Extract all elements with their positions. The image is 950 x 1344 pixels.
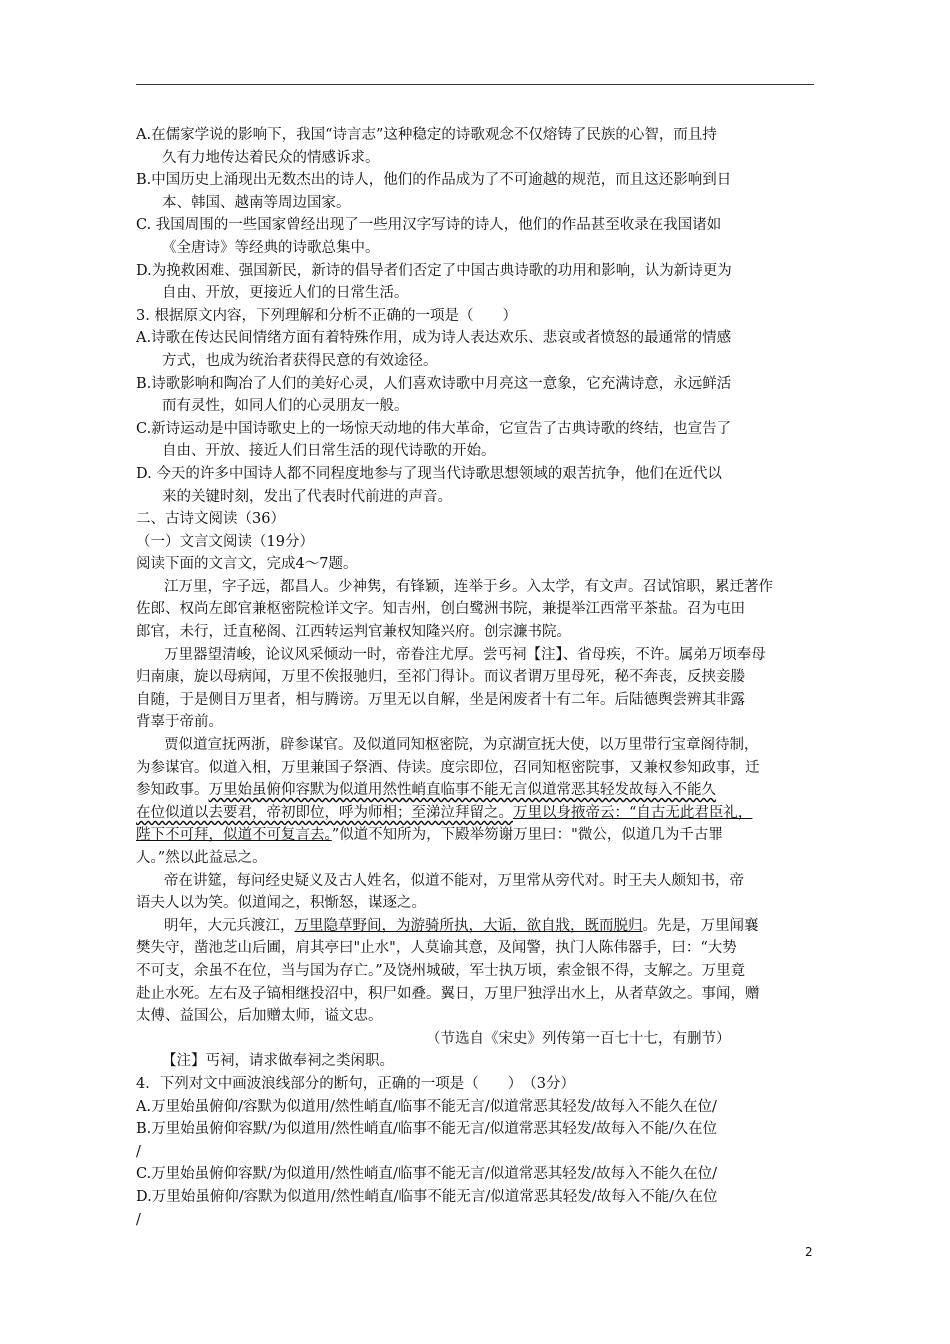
passage-p3-line — [136, 802, 816, 825]
q3-option-a-cont: 方式，也成为统治者获得民意的有效途径。 — [162, 352, 438, 369]
source-citation: （节选自《宋史》列传第一百七十七，有删节） — [426, 1030, 731, 1047]
plain-text: 。先是，万里闻襄 — [642, 917, 759, 934]
q2-option-d-cont: 自由、开放，更接近人们的日常生活。 — [162, 285, 409, 302]
header-rule — [136, 84, 814, 85]
q3-option-b-cont: 而有灵性，如同人们的心灵朋友一般。 — [162, 398, 409, 415]
q3-option-d-cont: 来的关键时刻，发出了代表时代前进的声音。 — [162, 488, 452, 505]
q2-option-d: D.为挽救困难、强国新民，新诗的倡导者们否定了中国古典诗歌的功用和影响，认为新诗更为 — [136, 262, 732, 279]
passage-p3-line — [136, 779, 816, 802]
page-number: 2 — [805, 1245, 813, 1259]
passage-p5-line: 太傅、益国公，后加赠太师，谥文忠。 — [136, 1008, 383, 1025]
underlined-text: 万里以身掖帝云：“自古无此君臣礼， — [513, 804, 753, 821]
question-3: 3. 根据原文内容，下列理解和分析不正确的一项是（ ） — [136, 307, 517, 324]
passage-p1-line: 郎官，未行，迁直秘阁、江西转运判官兼权知隆兴府。创宗濂书院。 — [136, 624, 571, 641]
q4-option-d-cont: / — [136, 1211, 141, 1228]
section-heading: 二、古诗文阅读（36） — [136, 511, 285, 528]
passage-p5-line: 樊失守，凿池芝山后圃，肩其亭曰"止水"，人莫谕其意，及闻警，执门人陈伟器手，曰：“大势 — [136, 940, 737, 957]
q4-option-b-cont: / — [136, 1143, 141, 1160]
q2-option-c: C. 我国周围的一些国家曾经出现了一些用汉字写诗的诗人，他们的作品甚至收录在我国诸如 — [136, 217, 722, 234]
passage-p2-line: 万里器望清峻，论议风采倾动一时，帝眷注尤厚。尝丐祠【注】、省母疾，不许。属弟万顷奉母 — [164, 646, 766, 663]
passage-p2-line: 自随，于是侧目万里者，相与腾谤。万里无以自解，坐是闲废者十有二年。后陆德舆尝辨其非露 — [136, 691, 745, 708]
q2-option-a-cont: 久有力地传达着民众的情感诉求。 — [162, 149, 380, 166]
passage-p4-line: 语夫人以为笑。似道闻之，积惭怒，谋逐之。 — [136, 895, 426, 912]
q3-option-c-cont: 自由、开放、接近人们日常生活的现代诗歌的开始。 — [162, 443, 496, 460]
q2-option-a: A.在儒家学说的影响下，我国“诗言志”这种稳定的诗歌观念不仅熔铸了民族的心智，而且持 — [136, 127, 717, 143]
passage-p3-line: 人。”然以此益忌之。 — [136, 850, 267, 866]
subsection-heading: （一）文言文阅读（19分） — [136, 533, 314, 550]
q3-option-c: C.新诗运动是中国诗歌史上的一场惊天动地的伟大革命，它宣告了古典诗歌的终结，也宣告了 — [136, 420, 732, 437]
passage-p3-line — [136, 824, 816, 847]
q3-option-d: D. 今天的许多中国诗人都不同程度地参与了现当代诗歌思想领域的艰苦抗争，他们在近代以 — [136, 465, 722, 482]
passage-p3-line: 贾似道宣抚两浙，辟参谋官。及似道同知枢密院，为京湖宣抚大使，以万里带行宝章阁待制， — [164, 737, 759, 754]
passage-p5-line: 不可支，余虽不在位，当与国为存亡。”及饶州城破，军士执万顷，索金银不得，支解之。万里竟 — [136, 962, 746, 979]
passage-p4-line: 帝在讲筵，每问经史疑义及古人姓名，似道不能对，万里常从旁代对。时王夫人颇知书，帝 — [164, 872, 744, 889]
page-content — [136, 124, 816, 1231]
q4-option-a: A.万里始虽俯仰/容默为似道用/然性峭直/临事不能无言/似道常恶其轻发/故每入不能久在位/ — [136, 1098, 717, 1115]
passage-p3-line: 为参谋官。似道入相，万里兼国子祭酒、侍读。度宗即位，召同知枢密院事，又兼权参知政事，迁 — [136, 759, 760, 776]
plain-text: 参知政事。 — [136, 782, 209, 799]
q3-option-b: B.诗歌影响和陶冶了人们的美好心灵，人们喜欢诗歌中月亮这一意象，它充满诗意，永远鲜活 — [136, 375, 732, 392]
q2-option-c-cont: 《全唐诗》等经典的诗歌总集中。 — [162, 239, 380, 256]
q4-option-d: D.万里始虽俯仰/容默为似道用/然性峭直/临事不能无言/似道常恶其轻发/故每入不能/久在位 — [136, 1188, 718, 1205]
underlined-text: 万里隐草野间，为游骑所执，大诟，欲自戕，既而脱归 — [294, 917, 643, 934]
wavy-underlined-text: 在位似道以去要君，帝初即位，呼为师相；至涕泣拜留之。 — [136, 804, 513, 821]
q2-option-b: B.中国历史上涌现出无数杰出的诗人，他们的作品成为了不可逾越的规范，而且这还影响到日 — [136, 172, 732, 189]
q4-option-c: C.万里始虽俯仰容默/为似道用/然性峭直/临事不能无言/似道常恶其轻发/故每入不能久在位/ — [136, 1166, 717, 1183]
q2-option-b-cont: 本、韩国、越南等周边国家。 — [162, 194, 351, 211]
passage-p2-line: 背辜于帝前。 — [136, 714, 223, 731]
question-4: 4．下列对文中画波浪线部分的断句，正确的一项是（ ） （3分） — [136, 1075, 575, 1092]
passage-p2-line: 归南康，旋以母病闻，万里不俟报驰归，至祁门得讣。而议者谓万里母死，秘不奔丧，反挟妾媵 — [136, 669, 745, 686]
passage-p1-line: 江万里，字子远，都昌人。少神隽，有锋颖，连举于乡。入太学，有文声。召试馆职，累迁著作 — [164, 578, 773, 595]
footnote: 【注】丐祠，请求做奉祠之类闲职。 — [162, 1053, 394, 1070]
passage-p5-line — [136, 915, 816, 938]
wavy-underlined-text: 万里始虽俯仰容默为似道用然性峭直临事不能无言似道常恶其轻发故每入不能久 — [208, 782, 716, 799]
plain-text: ”似道不知所为，下殿举笏谢万里曰："微公，似道几为千古罪 — [331, 827, 723, 844]
underlined-text: 陛下不可拜，似道不可复言去。 — [136, 827, 332, 844]
q4-option-b: B.万里始虽俯仰容默/为似道用/然性峭直/临事不能无言/似道常恶其轻发/故每入不能/久在位 — [136, 1121, 718, 1138]
plain-text: 明年，大元兵渡江， — [164, 917, 295, 934]
reading-instruction: 阅读下面的文言文，完成4～7题。 — [136, 556, 358, 573]
passage-p5-line: 赴止水死。左右及子镐相继投沼中，积尸如叠。翼日，万里尸独浮出水上，从者草敛之。事闻，赠 — [136, 985, 760, 1002]
passage-p1-line: 佐郎、权尚左郎官兼枢密院检详文字。知吉州，创白鹭洲书院，兼提举江西常平茶盐。召为屯田 — [136, 601, 745, 618]
q3-option-a: A.诗歌在传达民间情绪方面有着特殊作用，成为诗人表达欢乐、悲哀或者愤怒的最通常的情感 — [136, 330, 732, 347]
